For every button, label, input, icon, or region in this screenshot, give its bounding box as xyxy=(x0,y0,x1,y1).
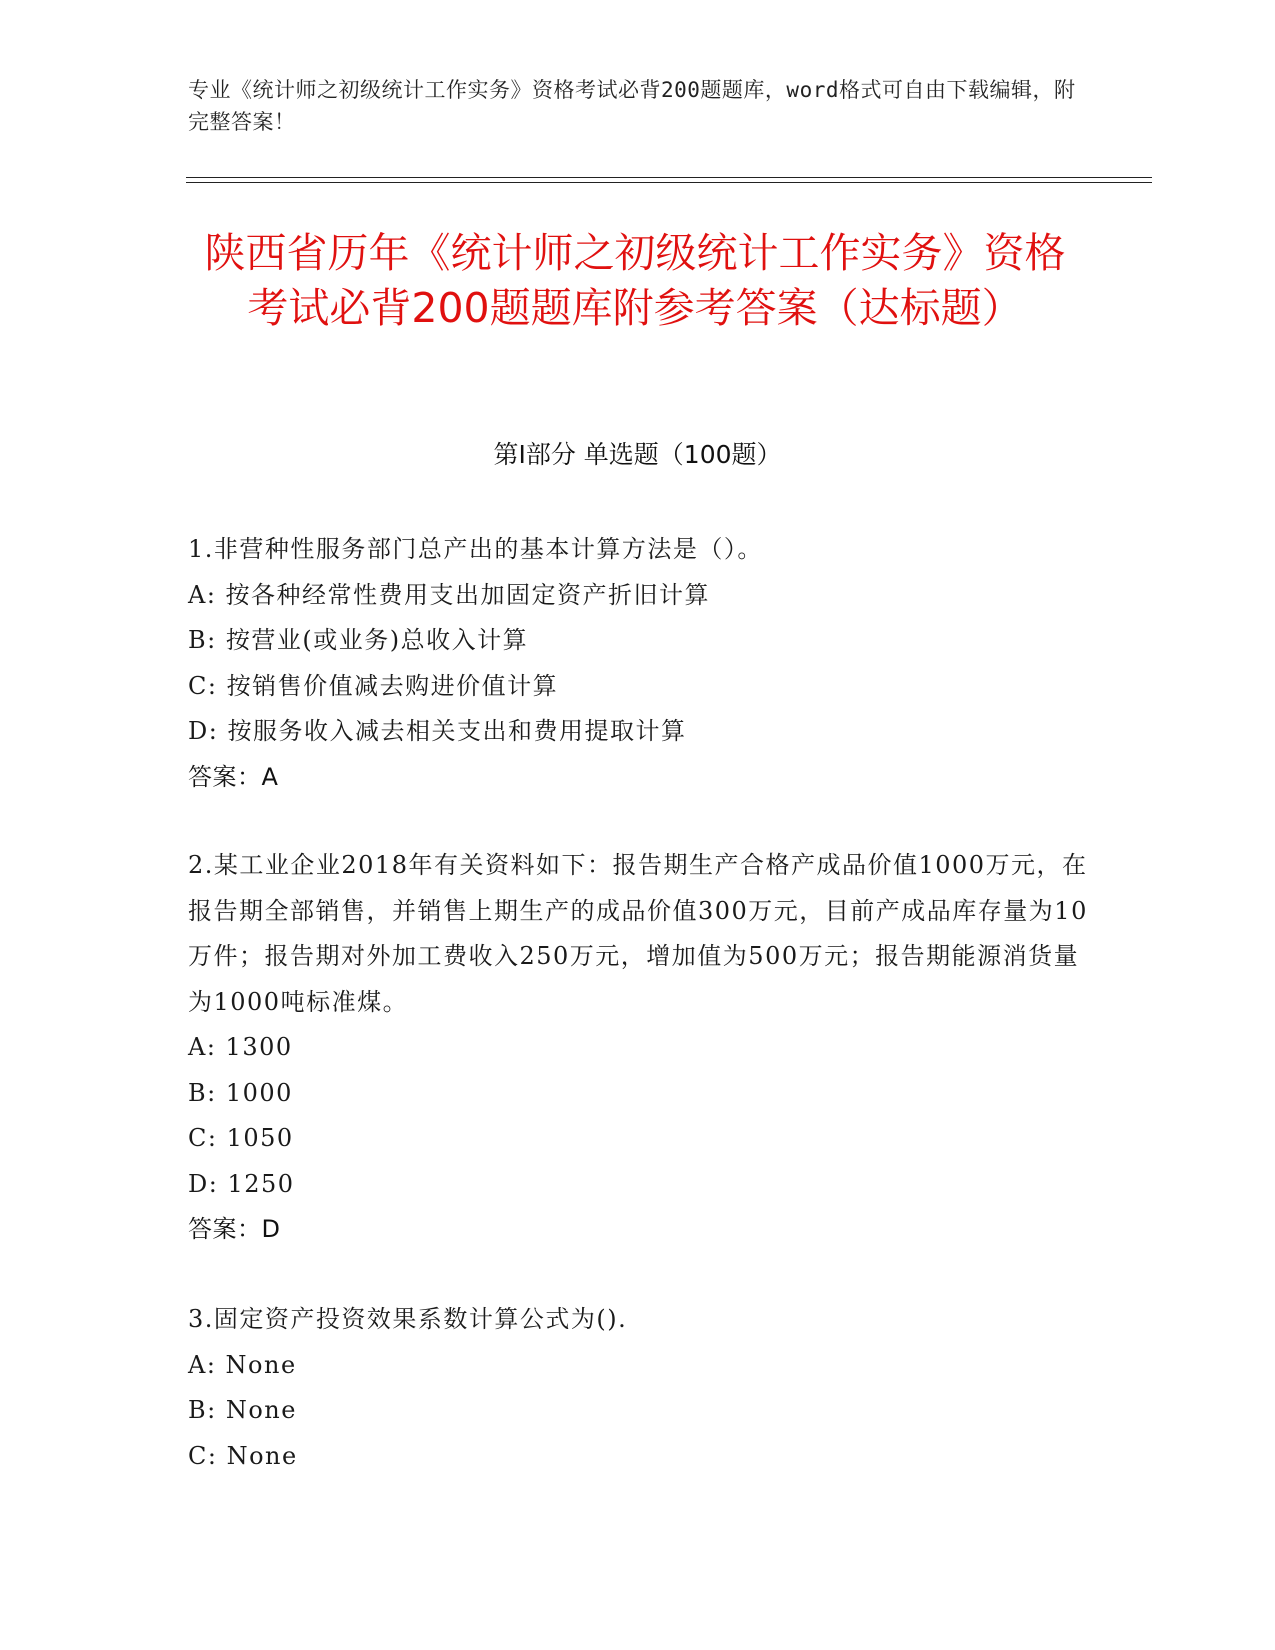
question-block xyxy=(188,527,1088,800)
header-rule-bottom xyxy=(186,182,1152,183)
option-b: B: None xyxy=(188,1396,297,1424)
option-d: D: 1250 xyxy=(188,1169,295,1198)
option-d: D: 按服务收入减去相关支出和费用提取计算 xyxy=(188,717,687,745)
option-c: C: None xyxy=(188,1441,298,1470)
header-rule-top xyxy=(186,177,1152,178)
option-b: B: 按营业(或业务)总收入计算 xyxy=(188,626,529,654)
question-block xyxy=(188,843,1088,1253)
option-b: B: 1000 xyxy=(188,1078,293,1107)
question-stem: 2.某工业企业2018年有关资料如下：报告期生产合格产成品价值1000万元，在报告期全部销售，并销售上期生产的成品价值300万元，目前产成品库存量为10万件；报告期对外加工费收入250万元，增加值为500万元；报告期能源消货量为1000吨标准煤。 xyxy=(188,851,1088,1016)
option-c: C: 1050 xyxy=(188,1124,294,1152)
option-a: A: 按各种经常性费用支出加固定资产折旧计算 xyxy=(188,580,711,609)
answer-line: 答案：D xyxy=(188,1215,281,1243)
document-title: 陕西省历年《统计师之初级统计工作实务》资格考试必背200题题库附参考答案（达标题） xyxy=(204,229,1066,332)
question-stem: 1.非营种性服务部门总产出的基本计算方法是（）。 xyxy=(188,535,763,563)
section-title: 第Ⅰ部分 单选题（100题） xyxy=(493,440,782,469)
option-a: A: 1300 xyxy=(188,1033,293,1061)
question-block xyxy=(188,1297,1088,1479)
option-a: A: None xyxy=(188,1350,297,1379)
option-c: C: 按销售价值减去购进价值计算 xyxy=(188,671,559,700)
question-stem: 3.固定资产投资效果系数计算公式为(). xyxy=(188,1305,628,1333)
answer-line: 答案：A xyxy=(188,762,279,791)
header-note: 专业《统计师之初级统计工作实务》资格考试必背200题题库，word格式可自由下载编辑，附完整答案！ xyxy=(188,78,1076,134)
